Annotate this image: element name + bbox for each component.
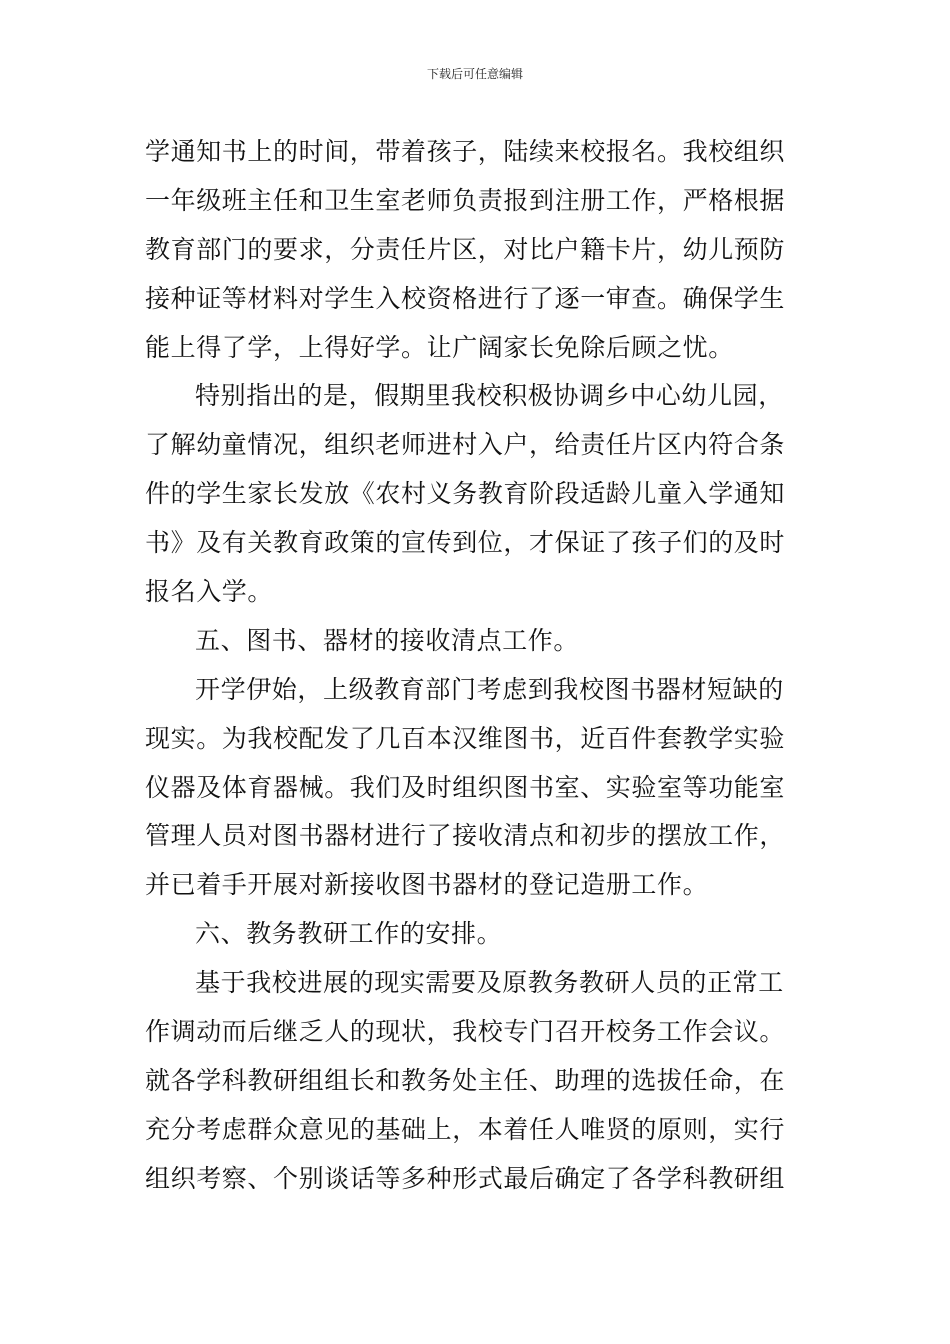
text-line: 书》及有关教育政策的宣传到位，才保证了孩子们的及时 (145, 528, 786, 558)
text-line: 作调动而后继乏人的现状，我校专门召开校务工作会议。 (145, 1017, 786, 1047)
section-heading-5: 五、图书、器材的接收清点工作。 (195, 625, 580, 655)
text-line: 并已着手开展对新接收图书器材的登记造册工作。 (145, 870, 709, 900)
text-line: 报名入学。 (145, 577, 274, 607)
section-heading-6: 六、教务教研工作的安排。 (195, 919, 503, 949)
paragraph-first-line: 特别指出的是，假期里我校积极协调乡中心幼儿园， (195, 381, 784, 411)
text-line: 一年级班主任和卫生室老师负责报到注册工作，严格根据 (145, 185, 786, 215)
text-line: 教育部门的要求，分责任片区，对比户籍卡片，幼儿预防 (145, 234, 786, 264)
text-line: 就各学科教研组组长和教务处主任、助理的选拔任命，在 (145, 1065, 786, 1095)
paragraph-first-line: 开学伊始，上级教育部门考虑到我校图书器材短缺的 (195, 674, 784, 704)
document-body (145, 128, 810, 1204)
text-line: 了解幼童情况，组织老师进村入户，给责任片区内符合条 (145, 430, 786, 460)
text-line: 充分考虑群众意见的基础上，本着任人唯贤的原则，实行 (145, 1114, 786, 1144)
paragraph-first-line: 基于我校进展的现实需要及原教务教研人员的正常工 (195, 968, 784, 998)
text-line: 能上得了学，上得好学。让广阔家长免除后顾之忧。 (145, 332, 734, 362)
text-line: 件的学生家长发放《农村义务教育阶段适龄儿童入学通知 (145, 479, 786, 509)
text-line: 现实。为我校配发了几百本汉维图书，近百件套教学实验 (145, 723, 786, 753)
text-line: 接种证等材料对学生入校资格进行了逐一审查。确保学生 (145, 283, 786, 313)
text-line: 组织考察、个别谈话等多种形式最后确定了各学科教研组 (145, 1163, 786, 1193)
page-header-note: 下载后可任意编辑 (426, 67, 523, 81)
text-line: 仪器及体育器械。我们及时组织图书室、实验室等功能室 (145, 772, 786, 802)
text-line: 学通知书上的时间，带着孩子，陆续来校报名。我校组织 (145, 137, 786, 166)
text-line: 管理人员对图书器材进行了接收清点和初步的摆放工作， (145, 821, 786, 851)
